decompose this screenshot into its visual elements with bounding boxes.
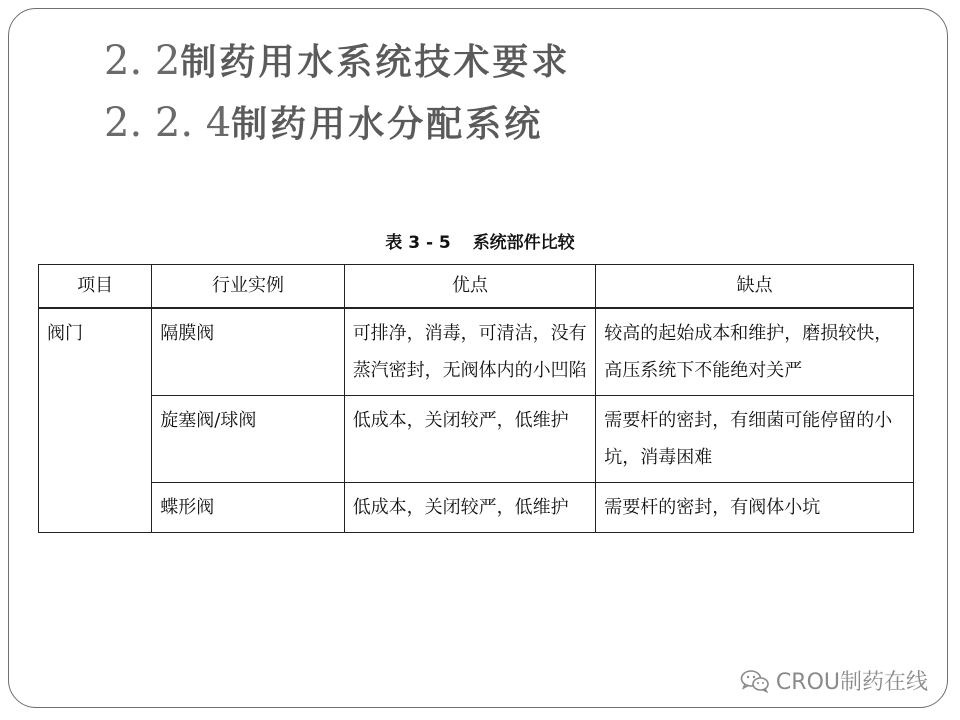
- wechat-icon: [740, 669, 770, 693]
- cons-cell: 需要杆的密封，有阀体小坑: [596, 483, 914, 533]
- example-cell: 隔膜阀: [152, 308, 344, 396]
- cons-cell: 需要杆的密封，有细菌可能停留的小坑，消毒困难: [596, 396, 914, 483]
- table-row: [39, 396, 914, 483]
- example-cell: 蝶形阀: [152, 483, 344, 533]
- title-line-2: [104, 96, 543, 147]
- header-pros: 优点: [344, 265, 596, 309]
- cons-cell: 较高的起始成本和维护，磨损较快，高压系统下不能绝对关严: [596, 308, 914, 396]
- pros-cell: 可排净，消毒，可清洁，没有蒸汽密封，无阀体内的小凹陷: [344, 308, 596, 396]
- title-2-text: 制药用水分配系统: [231, 104, 544, 145]
- pros-cell: 低成本，关闭较严，低维护: [344, 396, 596, 483]
- watermark: [740, 665, 928, 696]
- example-cell: 旋塞阀/球阀: [152, 396, 344, 483]
- category-cell: 阀门: [39, 308, 152, 533]
- title-1-text: 制药用水系统技术要求: [180, 42, 571, 83]
- title-line-1: [104, 34, 570, 85]
- header-example: 行业实例: [152, 265, 344, 309]
- table-caption: [0, 228, 960, 253]
- table-caption-text: 系统部件比较: [472, 233, 575, 253]
- title-2-number: 2. 2. 4: [104, 100, 232, 146]
- table-header-row: [39, 265, 914, 309]
- watermark-text: CROU制药在线: [775, 670, 928, 695]
- title-1-number: 2. 2: [104, 38, 181, 84]
- header-item: 项目: [39, 265, 152, 309]
- header-cons: 缺点: [596, 265, 914, 309]
- table-row: [39, 308, 914, 396]
- table-row: [39, 483, 914, 533]
- comparison-table: [38, 264, 914, 533]
- table-caption-number: 表 3 - 5: [385, 233, 451, 253]
- pros-cell: 低成本，关闭较严，低维护: [344, 483, 596, 533]
